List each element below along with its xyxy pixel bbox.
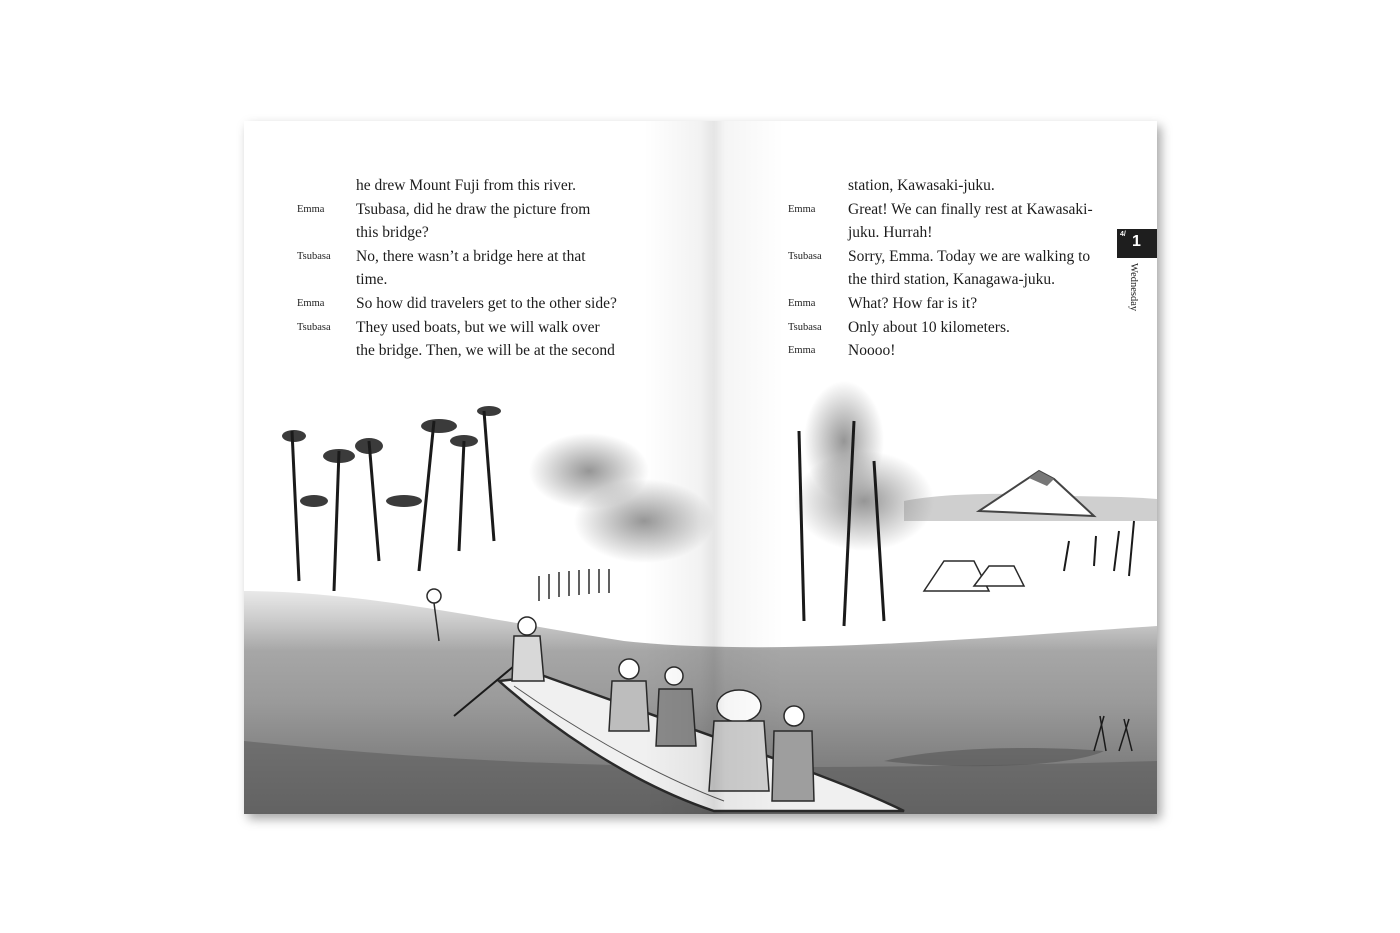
weekday-label: Wednesday xyxy=(1128,263,1139,312)
dialogue-text: this bridge? xyxy=(356,224,429,242)
dialogue-text: he drew Mount Fuji from this river. xyxy=(356,177,576,194)
date-tab xyxy=(1117,229,1157,258)
speaker-label: Emma xyxy=(297,203,325,215)
dialogue-text: time. xyxy=(356,271,388,289)
speaker-label: Emma xyxy=(788,203,816,215)
dialogue-text: No, there wasn’t a bridge here at that xyxy=(356,247,586,265)
date-tab-day: 1 xyxy=(1132,233,1141,250)
dialogue-text: What? How far is it? xyxy=(848,294,978,312)
dialogue-text: the bridge. Then, we will be at the second xyxy=(356,342,615,360)
speaker-label: Tsubasa xyxy=(297,321,331,333)
dialogue-text: station, Kawasaki-juku. xyxy=(848,177,995,194)
dialogue-text: Only about 10 kilometers. xyxy=(848,318,1010,336)
dialogue-text: Tsubasa, did he draw the picture from xyxy=(356,200,591,218)
speaker-label: Emma xyxy=(788,345,816,357)
book-spread xyxy=(244,121,1157,814)
dialogue-text: So how did travelers get to the other side? xyxy=(356,294,617,312)
speaker-label: Tsubasa xyxy=(788,321,822,333)
date-tab-month: 4/ xyxy=(1120,231,1126,238)
dialogue-text: juku. Hurrah! xyxy=(848,224,933,242)
dialogue-text: Great! We can finally rest at Kawasaki- xyxy=(848,200,1093,218)
dialogue-text: Noooo! xyxy=(848,342,896,360)
speaker-label: Tsubasa xyxy=(788,250,822,262)
speaker-label: Emma xyxy=(788,297,816,309)
dialogue-text: They used boats, but we will walk over xyxy=(356,318,600,336)
dialogue-text: Sorry, Emma. Today we are walking to xyxy=(848,247,1091,265)
speaker-label: Emma xyxy=(297,297,325,309)
speaker-label: Tsubasa xyxy=(297,250,331,262)
dialogue-text: the third station, Kanagawa-juku. xyxy=(848,271,1056,289)
